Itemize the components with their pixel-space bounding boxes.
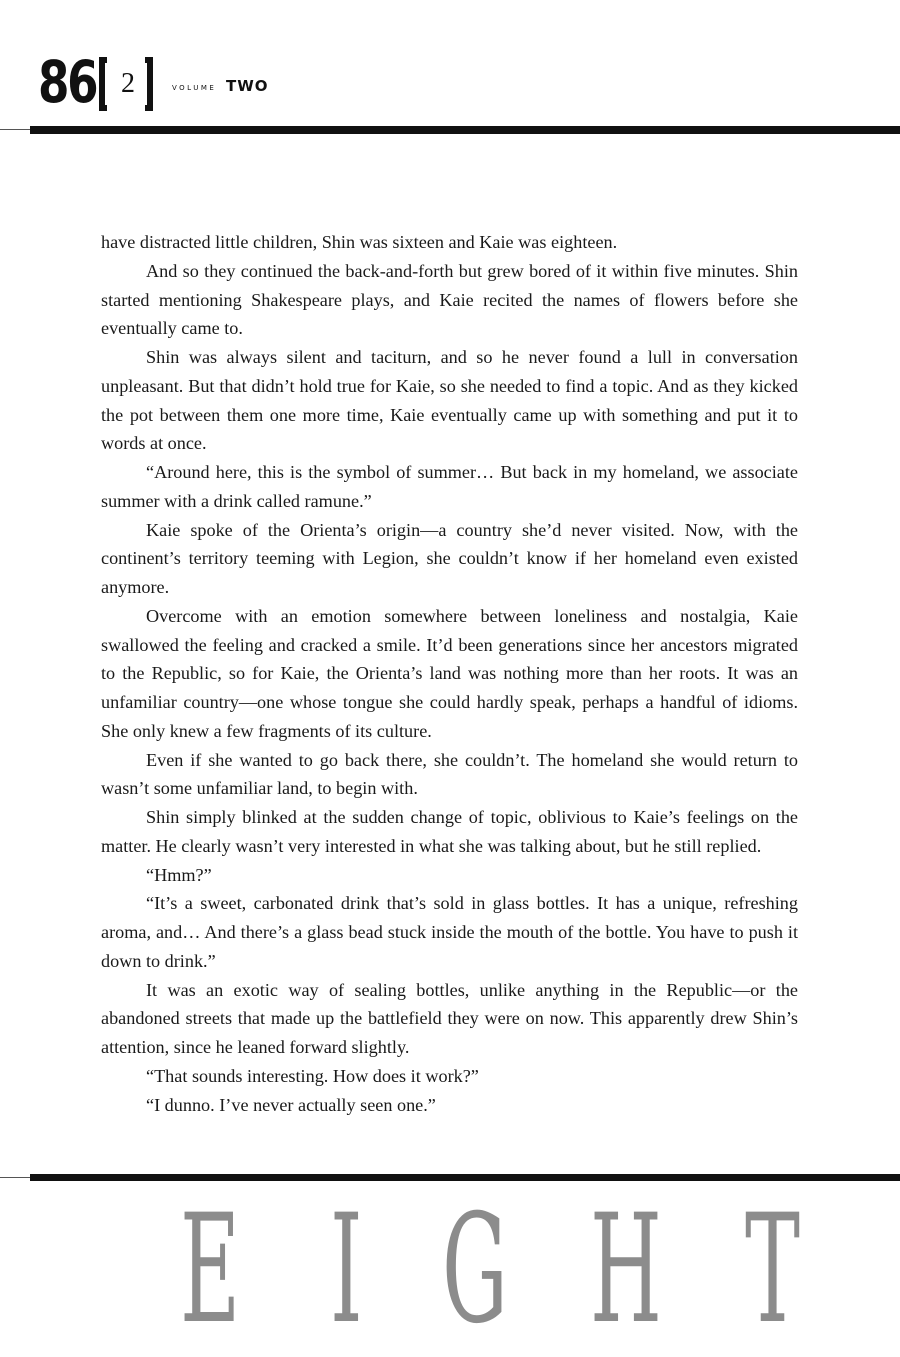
paragraph: “That sounds interesting. How does it work?” <box>146 1065 479 1086</box>
series-number: 86 <box>38 48 97 116</box>
paragraph: It was an exotic way of sealing bottles, unlike anything in the Republic—or the abandoned streets that made up the battlefield they were on now. This apparently drew Shin’s attention, since he leaned forward slightly. <box>101 979 798 1057</box>
paragraph: Overcome with an emotion somewhere between loneliness and nostalgia, Kaie swallowed the feeling and cracked a smile. It’d been generations since her ancestors migrated to the Republic, so for Kaie, the Orienta’s land was nothing more than her roots. It was an unfamiliar country—one whose tongue she could hardly speak, perhaps a handful of idioms. She only knew a few fragments of its culture. <box>101 605 798 741</box>
volume-number: 2 <box>121 68 135 99</box>
body-text <box>101 228 798 1119</box>
header-thick-rule <box>30 126 900 134</box>
paragraph: have distracted little children, Shin was sixteen and Kaie was eighteen. <box>101 232 618 252</box>
paragraph: “It’s a sweet, carbonated drink that’s sold in glass bottles. It has a unique, refreshing aroma, and… And there’s a glass bead stuck inside the mouth of the bottle. You have to push it down to drink.” <box>101 893 798 971</box>
paragraph: Even if she wanted to go back there, she couldn’t. The homeland she would return to wasn’t some unfamiliar land, to begin with. <box>101 749 798 799</box>
chapter-letter: T <box>745 1183 801 1357</box>
volume-label: VOLUME <box>172 84 217 92</box>
chapter-title <box>180 1183 820 1357</box>
chapter-letter: E <box>180 1183 241 1357</box>
volume-word: TWO <box>226 77 269 95</box>
paragraph: “Hmm?” <box>146 864 212 885</box>
chapter-letter: I <box>330 1183 363 1357</box>
chapter-letter: H <box>590 1183 662 1357</box>
footer-thin-rule <box>0 1177 30 1178</box>
footer-thick-rule <box>30 1174 900 1181</box>
left-bracket-icon <box>99 57 107 111</box>
paragraph: “Around here, this is the symbol of summer… But back in my homeland, we associate summer with a drink called ramune.” <box>101 462 798 511</box>
paragraph: Shin simply blinked at the sudden change of topic, oblivious to Kaie’s feelings on the matter. He clearly wasn’t very interested in what she was talking about, but he still replied. <box>101 807 798 856</box>
page-header <box>0 0 900 140</box>
paragraph: “I dunno. I’ve never actually seen one.” <box>146 1094 436 1115</box>
paragraph: Shin was always silent and taciturn, and so he never found a lull in conversation unpleasant. But that didn’t hold true for Kaie, so she needed to find a topic. And as they kicked the pot between them one more time, Kaie eventually came up with something and put it to words at once. <box>101 347 798 454</box>
paragraph: Kaie spoke of the Orienta’s origin—a country she’d never visited. Now, with the continent’s territory teeming with Legion, she couldn’t know if her homeland even existed anymore. <box>101 519 798 597</box>
header-thin-rule <box>0 129 30 130</box>
volume-bracket <box>99 57 159 113</box>
paragraph: And so they continued the back-and-forth but grew bored of it within five minutes. Shin started mentioning Shakespeare plays, and Kaie recited the names of flowers before she eventually came to. <box>101 260 798 339</box>
right-bracket-icon <box>145 57 153 111</box>
chapter-letter: G <box>442 1183 508 1357</box>
